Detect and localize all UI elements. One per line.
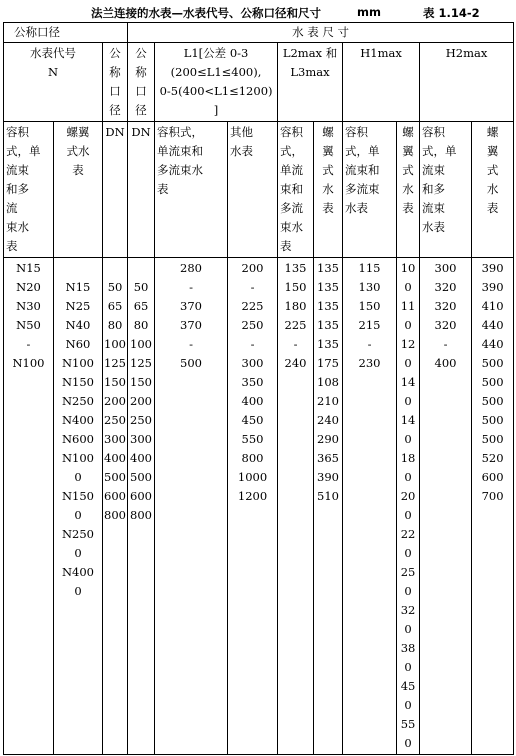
- col-head-h1-volumetric: 容积 式，单 流束和 多流束 水表: [343, 122, 397, 258]
- dn-header-1: 公 称 口 径: [103, 43, 128, 122]
- col-head-helical-code: 螺翼 式水 表: [54, 122, 103, 258]
- table-title: 法兰连接的水表—水表代号、公称口径和尺寸: [91, 6, 321, 20]
- data-h2-volumetric: 300 320 320 320 - 400: [420, 258, 472, 755]
- col-head-h2-helical: 螺 翼 式 水 表: [472, 122, 514, 258]
- data-h1-helical: 10 0 11 0 12 0 14 0 14 0 18 0 20 0 22 0 25 0 32 0 38 0 45 0 55 0: [397, 258, 420, 755]
- nominal-group-header: 公称口径: [4, 23, 128, 43]
- l1-header: L1[公差 0-3 (200≤L1≤400), 0-5(400<L1≤1200) ]: [155, 43, 278, 122]
- dimension-table: [3, 22, 514, 755]
- col-head-l2-volumetric: 容积 式， 单流 束和 多流 束水 表: [278, 122, 314, 258]
- data-l2-helical: 135 135 135 135 135 175 108 210 240 290 365 390 510: [314, 258, 343, 755]
- data-dn-2: 50 65 80 100 125 150 200 250 300 400 500 600 800: [128, 258, 155, 755]
- data-h1-volumetric: 115 130 150 215 - 230: [343, 258, 397, 755]
- col-head-h1-helical: 螺 翼 式 水 表: [397, 122, 420, 258]
- data-l1-other: 200 - 225 250 - 300 350 400 450 550 800 1000 1200: [228, 258, 278, 755]
- header-row-meter-types: [4, 122, 514, 258]
- h1-header: H1max: [343, 43, 420, 122]
- col-head-dn-2: DN: [128, 122, 155, 258]
- data-l1-volumetric: 280 - 370 370 - 500: [155, 258, 228, 755]
- l2-l3-header: L2max 和 L3max: [278, 43, 343, 122]
- table-title-bar: [0, 2, 516, 22]
- data-helical-code: N15 N25 N40 N60 N100 N150 N250 N400 N600 N100 0 N150 0 N250 0 N400 0: [54, 258, 103, 755]
- dn-header-2: 公 称 口 径: [128, 43, 155, 122]
- unit-label: mm: [357, 5, 381, 19]
- col-head-h2-volumetric: 容积 式，单 流束 和多 流束 水表: [420, 122, 472, 258]
- data-row: [4, 258, 514, 755]
- meter-code-header: 水表代号 N: [4, 43, 103, 122]
- col-head-dn-1: DN: [103, 122, 128, 258]
- data-volumetric-code: N15 N20 N30 N50 - N100: [4, 258, 54, 755]
- table-number: 表 1.14-2: [423, 6, 480, 20]
- data-h2-helical: 390 390 410 440 440 500 500 500 500 500 520 600 700: [472, 258, 514, 755]
- col-head-l1-volumetric: 容积式， 单流束和 多流束水 表: [155, 122, 228, 258]
- size-group-header: 水 表 尺 寸: [128, 23, 514, 43]
- data-dn-1: 50 65 80 100 125 150 200 250 300 400 500 600 800: [103, 258, 128, 755]
- h2-header: H2max: [420, 43, 514, 122]
- header-row-dimensions: [4, 43, 514, 122]
- col-head-volumetric-code: 容积 式，单 流束 和多 流 束水 表: [4, 122, 54, 258]
- data-l2-volumetric: 135 150 180 225 - 240: [278, 258, 314, 755]
- col-head-l2-helical: 螺 翼 式 水 表: [314, 122, 343, 258]
- header-row-groups: [4, 23, 514, 43]
- col-head-l1-other: 其他 水表: [228, 122, 278, 258]
